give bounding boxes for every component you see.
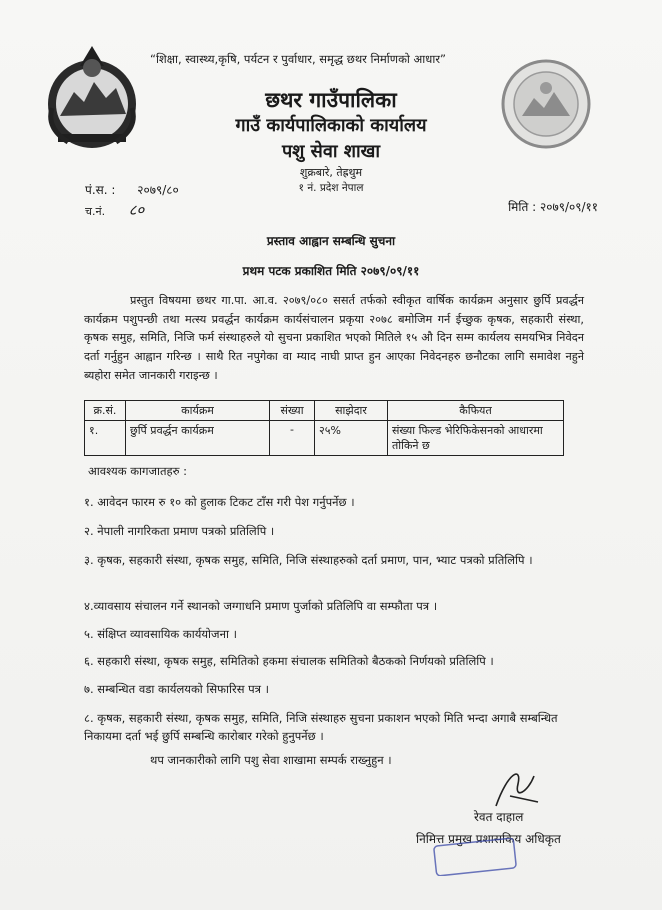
closing-note: थप जानकारीको लागि पशु सेवा शाखामा सम्पर्क राख्नुहुन । bbox=[150, 753, 392, 767]
requirement-item: १. आवेदन फारम रु १० को हुलाक टिकट टाँस गरी पेश गर्नुपर्नेछ । bbox=[84, 495, 355, 509]
location-line-1: शुक्रबारे, तेह्रथुम bbox=[299, 166, 363, 179]
column-header: कैफियत bbox=[388, 401, 564, 421]
dispatch-number bbox=[85, 200, 144, 220]
motto-text: “शिक्षा, स्वास्थ्य,कृषि, पर्यटन र पुर्वाधार, समृद्ध छथर निर्माणको आधार” bbox=[150, 52, 447, 66]
issue-date: मिति : २०७९/०९/११ bbox=[508, 200, 598, 214]
column-header: क्र.सं. bbox=[85, 401, 126, 421]
table-row bbox=[85, 421, 564, 456]
requirement-item: ६. सहकारी संस्था, कृषक समुह, समितिको हकमा संचालक समितिको बैठकको निर्णयको प्रतिलिपि । bbox=[84, 654, 494, 668]
table-cell: १. bbox=[85, 421, 126, 456]
signature-mark bbox=[488, 762, 548, 814]
requirements-heading: आवश्यक कागजातहरु : bbox=[88, 464, 188, 478]
notice-subject: प्रस्ताव आह्वान सम्बन्धि सुचना bbox=[266, 234, 396, 248]
requirement-item: ४.व्यावसाय संचालन गर्ने स्थानको जग्गाधनि प्रमाण पुर्जाको प्रतिलिपि वा सम्फौता पत्र । bbox=[84, 599, 438, 613]
office-name: गाउँ कार्यपालिकाको कार्यालय bbox=[235, 115, 427, 136]
requirement-item: ५. संक्षिप्त व्यावसायिक कार्ययोजना । bbox=[84, 627, 237, 641]
column-header: कार्यक्रम bbox=[126, 401, 270, 421]
table-cell: संख्या फिल्ड भेरिफिकेसनको आधारमा तोकिने छ bbox=[388, 421, 564, 456]
table-header-row bbox=[85, 401, 564, 421]
section-name: पशु सेवा शाखा bbox=[281, 141, 381, 162]
program-table bbox=[84, 400, 564, 456]
official-stamp bbox=[432, 838, 518, 876]
table-cell: - bbox=[270, 421, 315, 456]
table-cell: छुर्पि प्रवर्द्धन कार्यक्रम bbox=[126, 421, 270, 456]
municipality-name: छथर गाउँपालिका bbox=[265, 88, 397, 112]
notice-body: प्रस्तुत विषयमा छथर गा.पा. आ.व. २०७९/०८० ससर्त तर्फको स्वीकृत वार्षिक कार्यक्रम अनुसार छुर्पि प्रवर्द्धन कार्यक्रम पशुपन्छी तथा मत्स्य प्रवर्द्धन कार्यक्रम कार्यसंचालन प्रकृया २०७८ बमोजिम गर्न ईच्छुक कृषक, सहकारी संस्था, कृषक समुह, समिति, निजि फर्म संस्थाहरुले यो सुचना प्रकाशित भएको मितिले १५ औ दिन सम्म कार्यलय समयभित्र निवेदन दर्ता गर्नुहुन आह्वान गरिन्छ । साथै रित नपुगेका वा म्याद नाघी प्राप्त हुन आएका निवेदनहरु छनौटका लागि समावेश नहुने ब्यहोरा समेत जानकारी गराइन्छ । bbox=[84, 294, 585, 382]
requirement-item: ८. कृषक, सहकारी संस्था, कृषक समुह, समिति, निजि संस्थाहरु सुचना प्रकाशन भएको मिति भन्दा अगाबै सम्बन्धित निकायमा दर्ता भई छुर्पि सम्बन्धि कारोबार गरेको हुनुपर्नेछ । bbox=[84, 711, 558, 743]
reference-number bbox=[85, 181, 179, 198]
reference-label: पं.स. : bbox=[85, 183, 116, 197]
dispatch-label: च.नं. bbox=[85, 205, 106, 218]
requirement-item: ३. कृषक, सहकारी संस्था, कृषक समुह, समिति, निजि संस्थाहरुको दर्ता प्रमाण, पान, भ्याट पत्रको प्रतिलिपि । bbox=[84, 553, 533, 567]
signatory-title: निमित्त प्रमुख प्रशासकिय अधिकृत bbox=[416, 832, 561, 846]
location-line-2: १ नं. प्रदेश नेपाल bbox=[298, 182, 364, 194]
requirement-item: ७. सम्बन्धित वडा कार्यलयको सिफारिस पत्र । bbox=[84, 682, 270, 696]
publication-date: प्रथम पटक प्रकाशित मिति २०७९/०९/११ bbox=[242, 264, 420, 278]
table-cell: २५% bbox=[315, 421, 388, 456]
column-header: संख्या bbox=[270, 401, 315, 421]
reference-value: २०७९/८० bbox=[137, 183, 179, 197]
requirement-item: २. नेपाली नागरिकता प्रमाण पत्रको प्रतिलिपि । bbox=[84, 524, 275, 538]
signatory-name: रेवत दाहाल bbox=[474, 810, 524, 824]
dispatch-value: ८० bbox=[128, 201, 145, 219]
column-header: साझेदार bbox=[315, 401, 388, 421]
